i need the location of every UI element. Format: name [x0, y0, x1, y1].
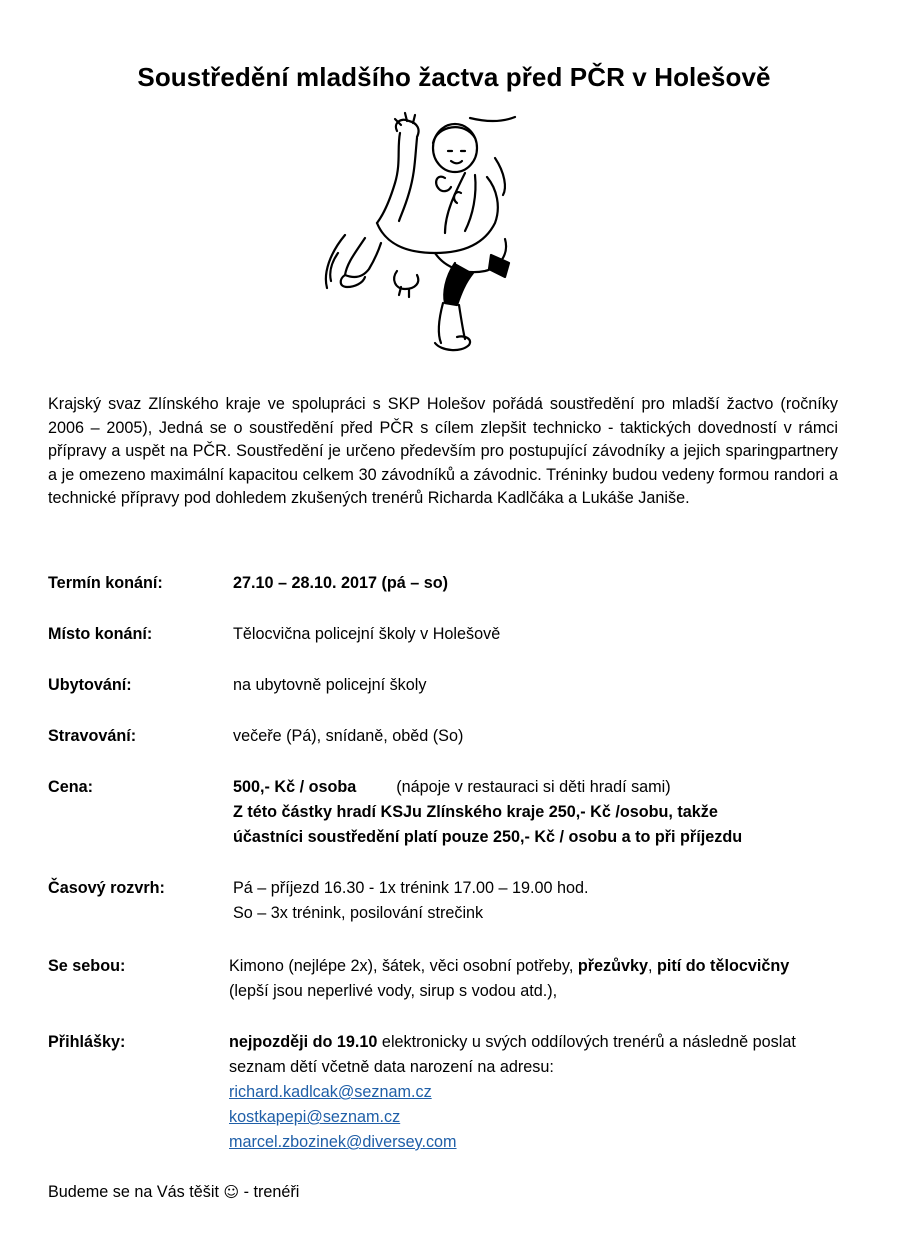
prihlasky-deadline: nejpozději do 19.10 [229, 1033, 378, 1051]
email-link-kostka[interactable]: kostkapepi@seznam.cz [229, 1108, 401, 1126]
termin-value: 27.10 – 28.10. 2017 (pá – so) [233, 574, 449, 592]
smiley-icon: ☺ [223, 1183, 240, 1201]
ubytovani-value: na ubytovně policejní školy [233, 676, 427, 694]
prihlasky-text: elektronicky u svých oddílových trenérů a následně poslat seznam dětí včetně data narození na adresu: [229, 1033, 796, 1076]
sebou-bold-2: pití do tělocvičny [657, 957, 790, 975]
rozvrh-value [233, 876, 833, 926]
sebou-bold-1: přezůvky [577, 957, 649, 975]
misto-value: Tělocvična policejní školy v Holešově [233, 625, 501, 643]
page-title: Soustředění mladšího žactva před PČR v Holešově [137, 62, 771, 92]
misto-label: Místo konání: [48, 625, 153, 643]
prihlasky-label: Přihlášky: [48, 1033, 126, 1051]
email-link-kadlcak[interactable]: richard.kadlcak@seznam.cz [229, 1083, 432, 1101]
sebou-label: Se sebou: [48, 957, 126, 975]
intro-paragraph: Krajský svaz Zlínského kraje ve spolupráci s SKP Holešov pořádá soustředění pro mladší žactvo (ročníky 2006 – 2005), Jedná se o soustředění před PČR s cílem zlepšit technicko - taktických dovedností v rámci přípravy a uspět na PČR. Soustředění je určeno především pro postupující závodníky a jejich sparingpartnery a je omezeno maximální kapacitou celkem 30 závodníků a závodnic. Tréninky budou vedeny formou randori a technické přípravy pod dohledem zkušených trenérů Richarda Kadlčáka a Lukáše Janiše. [48, 395, 838, 508]
cena-price: 500,- Kč / osoba [233, 778, 357, 796]
sebou-value [229, 954, 829, 1004]
prihlasky-value [229, 1030, 841, 1155]
sebou-text-1: Kimono (nejlépe 2x), šátek, věci osobní potřeby, [229, 957, 578, 975]
rozvrh-line1: Pá – příjezd 16.30 - 1x trénink 17.00 – 19.00 hod. [233, 879, 589, 897]
sebou-text-2: , [648, 957, 658, 975]
rozvrh-label: Časový rozvrh: [48, 879, 165, 897]
sebou-text-3: (lepší jsou neperlivé vody, sirup s vodou atd.), [229, 982, 558, 1000]
stravovani-value: večeře (Pá), snídaně, oběd (So) [233, 727, 464, 745]
termin-label: Termín konání: [48, 574, 163, 592]
cena-value [233, 775, 833, 850]
footer-pre: Budeme se na Vás těšit [48, 1183, 224, 1201]
judo-throw-illustration [305, 103, 530, 355]
footer-text [48, 1180, 299, 1205]
email-link-zbozinek[interactable]: marcel.zbozinek@diversey.com [229, 1133, 457, 1151]
cena-note: (nápoje v restauraci si děti hradí sami) [396, 778, 671, 796]
ubytovani-label: Ubytování: [48, 676, 132, 694]
footer-post: - trenéři [239, 1183, 300, 1201]
rozvrh-line2: So – 3x trénink, posilování strečink [233, 904, 484, 922]
cena-line2: Z této částky hradí KSJu Zlínského kraje 250,- Kč /osobu, takže [233, 803, 718, 821]
stravovani-label: Stravování: [48, 727, 137, 745]
cena-line3: účastníci soustředění platí pouze 250,- Kč / osobu a to při příjezdu [233, 828, 743, 846]
cena-label: Cena: [48, 778, 93, 796]
